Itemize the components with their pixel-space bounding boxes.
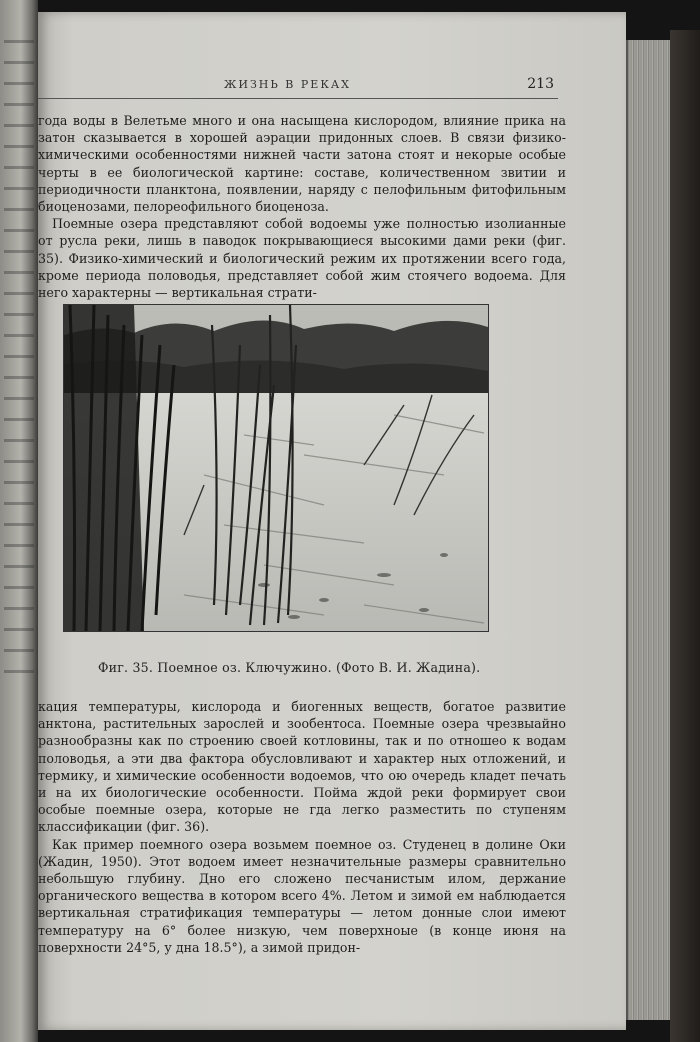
paragraph: года воды в Велетьме много и она насыщена кислородом, влияние прика на затон сказывается в хорошей аэрации придонных слоев. В связи физико-химическими особенностями нижней части затона стоят и некорые особые черты в ее биологической картине: составе, количественном звитии и периодичности планктона, появлении, наряду с пелофильным фитофильным биоценозами, пелореофильного биоценоза.: [38, 113, 566, 215]
paragraph: Как пример поемного озера возьмем поемное оз. Студенец в долине Оки (Жадин, 1950). Этот водоем имеет незначительные размеры сравнительно небольшую глубину. Дно его сложено песчанистым илом, держание органического вещества в котором всего 4%. Летом и зимой ем наблюдается вертикальная стратификация температуры — летом донные слои имеют температуру на 6° более низкую, чем поверхноые (в конце июня на поверхности 24°5, у дна 18.5°), а зимой придон-: [38, 836, 566, 955]
page-edges: [626, 40, 672, 1020]
reeds-photo-illustration: [64, 305, 488, 631]
text-block-top: [38, 112, 566, 301]
page-number: 213: [527, 76, 554, 92]
adjacent-left-page: [0, 0, 38, 1042]
book-cover: [670, 30, 700, 1042]
page-header: [38, 74, 558, 99]
running-head: ЖИЗНЬ В РЕКАХ: [224, 78, 351, 91]
text-block-bottom: [38, 698, 566, 956]
paragraph: Поемные озера представляют собой водоемы уже полностью изолианные от русла реки, лишь в паводок покрывающиеся высокими дами реки (фиг. 35). Физико-химический и биологический режим их протяжении всего года, кроме периода половодья, представляет собой жим стоячего водоема. Для него характерны — вертикальная страти-: [38, 216, 566, 301]
paragraph: кация температуры, кислорода и биогенных веществ, богатое развитие анктона, растительных зарослей и зообентоса. Поемные озера чрезвыайно разнообразны как по строению своей котловины, так и по отношео к водам половодья, а эти два фактора обусловливают и характер ных отложений, и термику, и химические особенности водоемов, что ою очередь кладет печать и на их биологические особенности. Пойма ждой реки формирует свои особые поемные озера, которые не гда легко разместить по ступеням классификации (фиг. 36).: [38, 699, 566, 835]
figure-caption: Фиг. 35. Поемное оз. Ключужино. (Фото В. И. Жадина).: [98, 660, 481, 675]
figure-photo: [63, 304, 489, 632]
left-page-text-ghost: [4, 40, 34, 680]
book-page: [38, 12, 626, 1030]
